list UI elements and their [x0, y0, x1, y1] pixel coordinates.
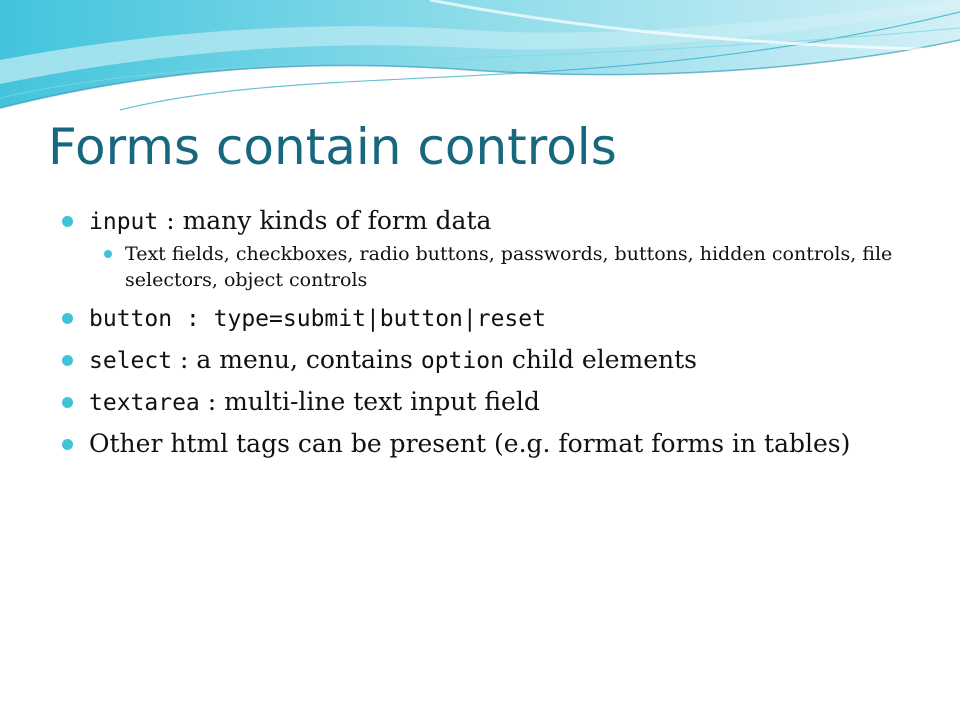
code-button: button: [89, 306, 173, 332]
code-option: option: [420, 348, 504, 374]
bullet-button: [62, 302, 902, 335]
sub-bullet-text: Text fields, checkboxes, radio buttons, passwords, buttons, hidden controls, file selectors, object controls: [125, 243, 893, 291]
bullet-text: : many kinds of form data: [158, 206, 492, 235]
bullet-input: [62, 205, 902, 293]
bullet-text: Other html tags can be present (e.g. format forms in tables): [89, 429, 851, 458]
bullet-dot-icon: [62, 355, 73, 366]
code-separator: :: [172, 306, 214, 332]
bullet-text: : multi-line text input field: [199, 387, 540, 416]
bullet-select: [62, 344, 902, 377]
sub-bullet-input-kinds: [62, 241, 902, 293]
bullet-list: [62, 205, 902, 469]
code-input: input: [89, 209, 159, 235]
sub-bullet-list: [89, 241, 902, 293]
sub-bullet-dot-icon: [104, 250, 112, 258]
code-textarea: textarea: [89, 390, 200, 416]
bullet-dot-icon: [62, 397, 73, 408]
code-button-types: type=submit|button|reset: [213, 306, 546, 332]
slide-title: Forms contain controls: [48, 118, 617, 176]
code-select: select: [89, 348, 173, 374]
bullet-dot-icon: [62, 313, 73, 324]
bullet-dot-icon: [62, 439, 73, 450]
bullet-textarea: [62, 386, 902, 419]
bullet-text: : a menu, contains: [172, 345, 421, 374]
header-wave-decoration: [0, 0, 960, 120]
bullet-other-tags: [62, 428, 902, 460]
bullet-text-2: child elements: [503, 345, 697, 374]
bullet-dot-icon: [62, 216, 73, 227]
